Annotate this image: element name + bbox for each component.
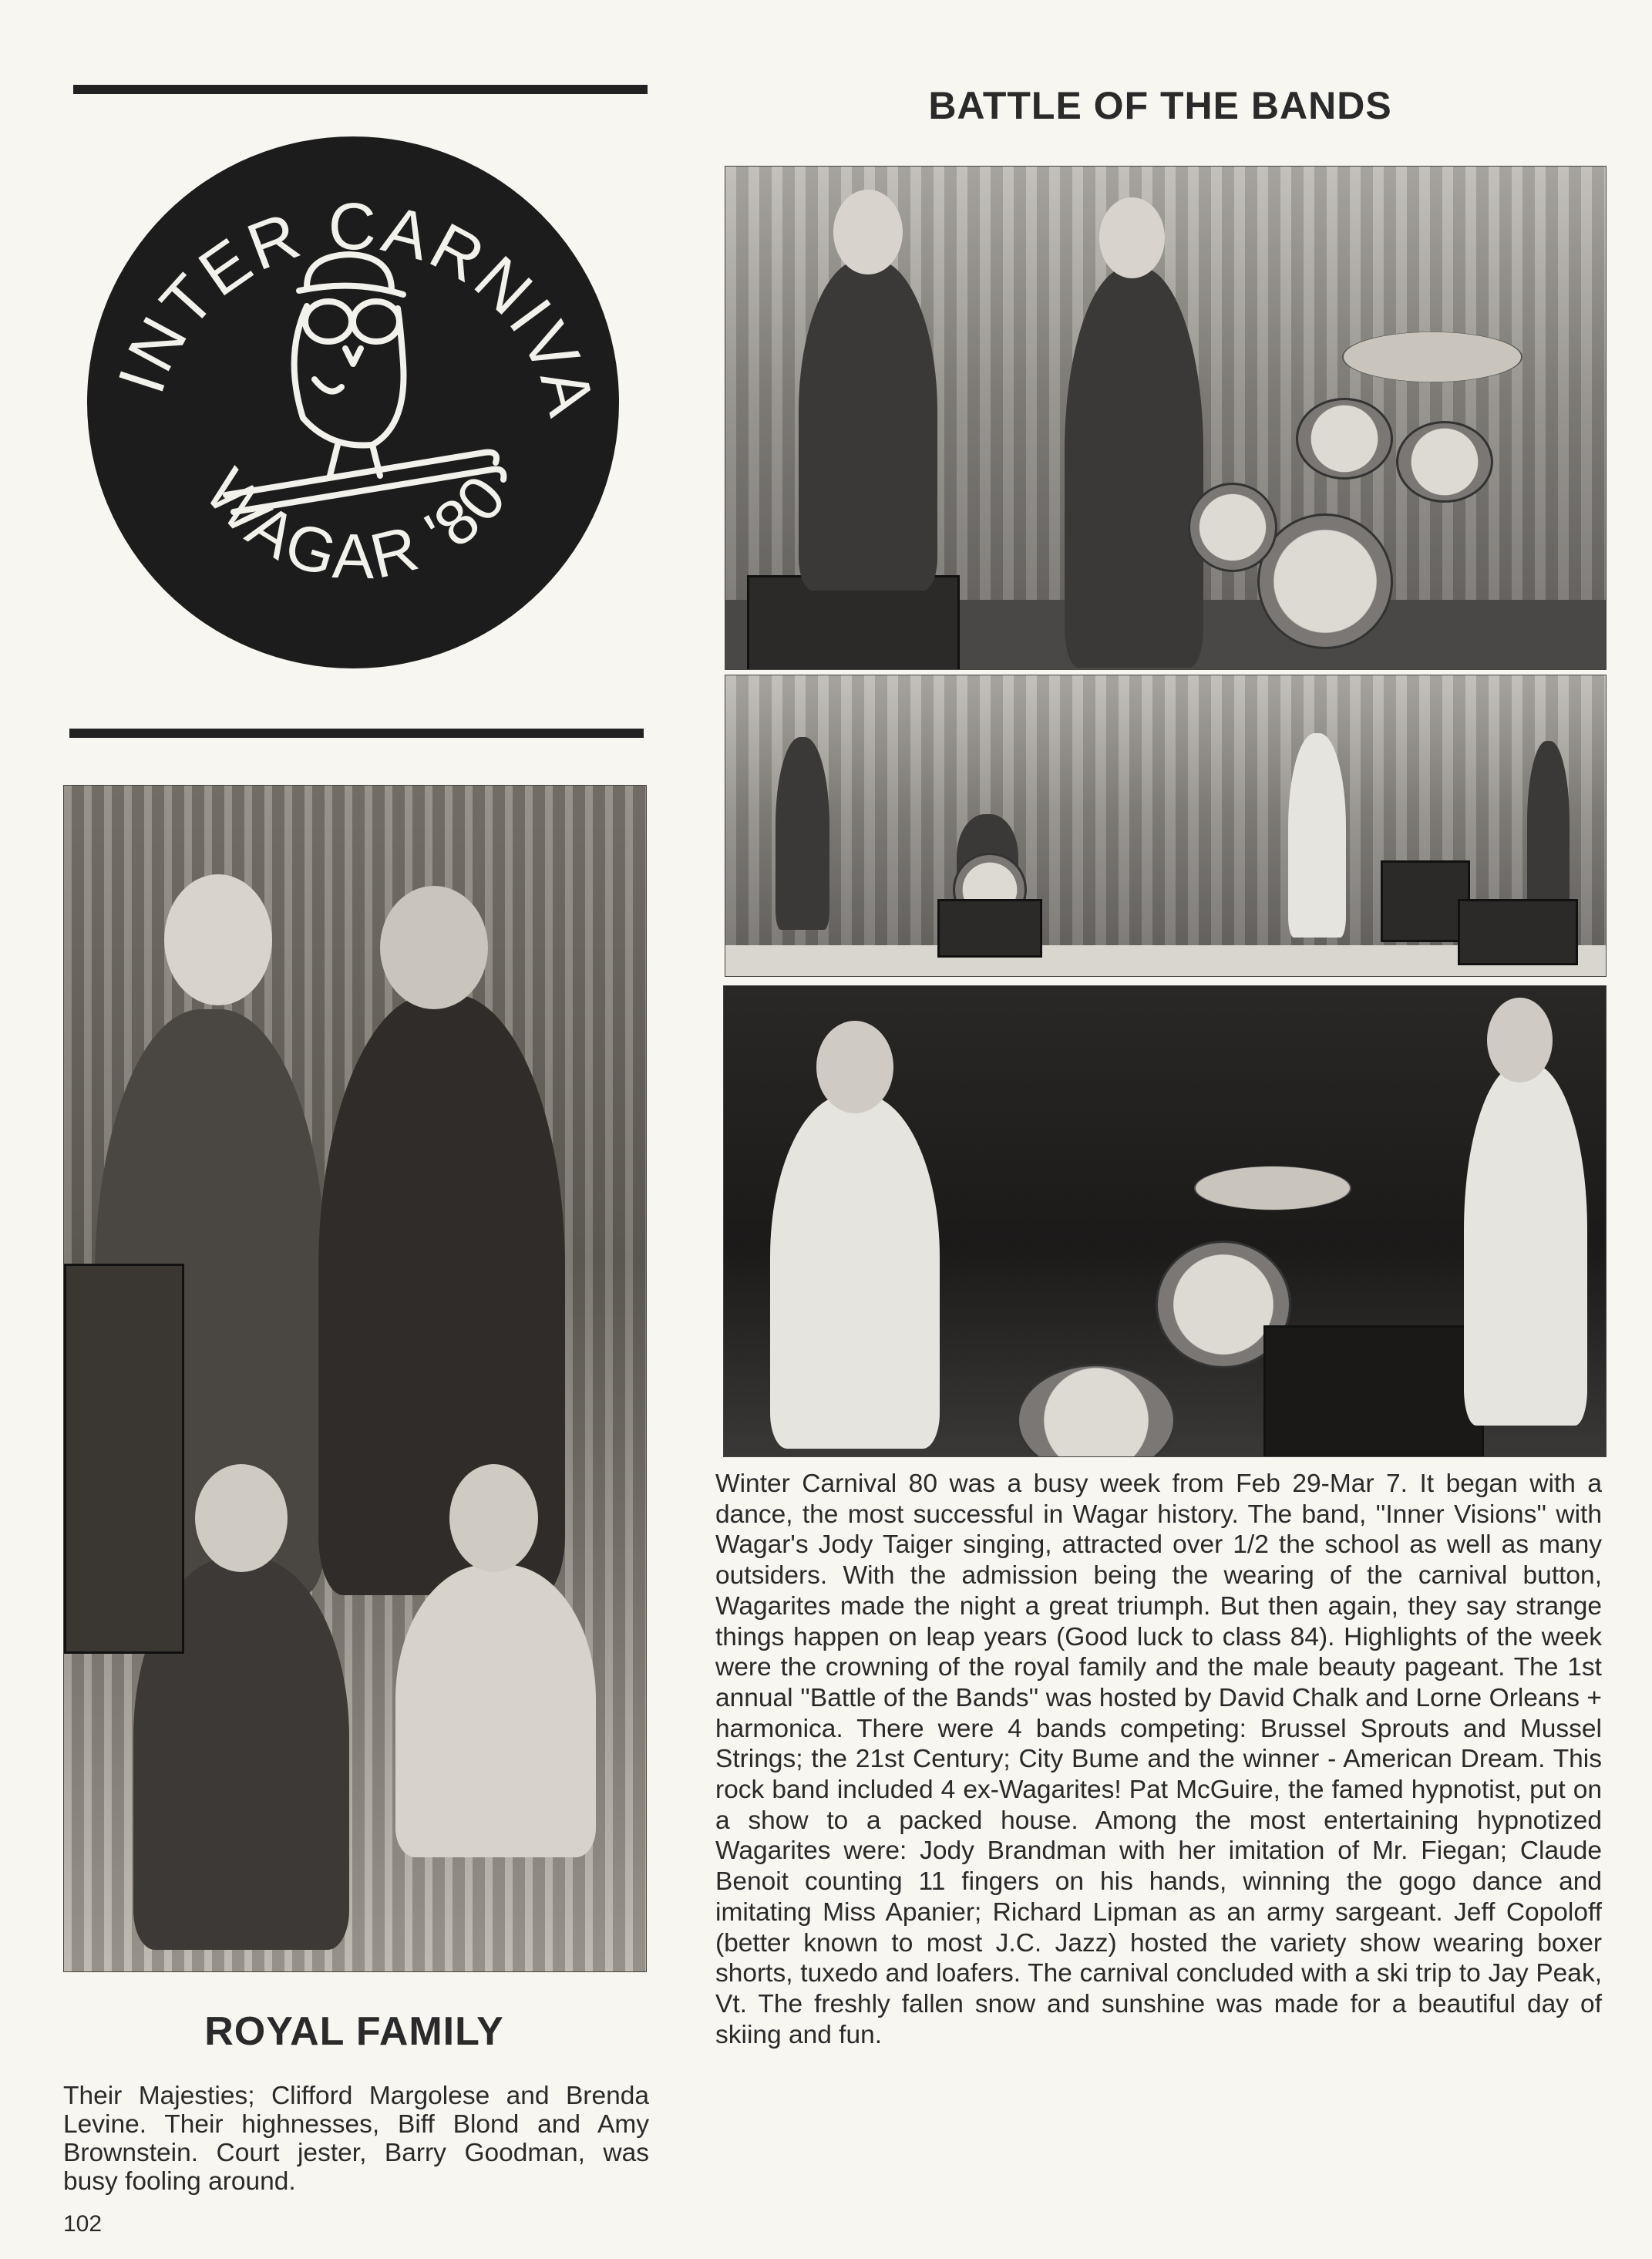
logo-top-text: INTER CARNIVA: [103, 190, 610, 426]
bass-drum: [1017, 1364, 1176, 1457]
floor-tom: [1188, 483, 1277, 572]
tom-drum: [1396, 421, 1493, 503]
band-photo-1: [725, 166, 1607, 670]
battle-heading: BATTLE OF THE BANDS: [928, 84, 1392, 127]
radiator: [64, 1264, 184, 1654]
battle-caption: Winter Carnival 80 was a busy week from Feb 29-Mar 7. It began with a dance, the most successful in Wagar history. The band, ''Inner Visions'' with Wagar's Jody Taiger singing, attracted over 1/2 the school as well as many outsiders. With the admission being the wearing of the carnival button, Wagarites made the night a great triumph. But then again, they say strange things happen on leap years (Good luck to class 84). Highlights of the week were the crowning of the royal family and the male beauty pageant. The 1st annual ''Battle of the Bands'' was hosted by David Chalk and Lorne Orleans + harmonica. There were 4 bands competing: Brussel Sprouts and Mussel Strings; the 21st Century; City Bume and the winner - American Dream. This rock band included 4 ex-Wagarites! Pat McGuire, the famed hypnotist, put on a show to a packed house. Among the most entertaining hypnotized Wagarites were: Jody Brandman with her imitation of Mr. Fiegan; Claude Benoit counting 11 fingers on his hands, winning the gogo dance and imitating Miss Apanier; Richard Lipman as an army sargeant. Jeff Copoloff (better known to most J.C. Jazz) hosted the variety show wearing boxer shorts, tuxedo and loafers. The carnival concluded with a ski trip to Jay Peak, Vt. The freshly fallen snow and sunshine was made for a beautiful day of skiing and fun.: [715, 1470, 1602, 2049]
bass-drum: [1257, 513, 1393, 649]
guitarist-figure: [799, 259, 937, 591]
logo-bottom-text: WAGAR '80: [191, 456, 522, 593]
bassist-figure: [1065, 267, 1203, 668]
royal-caption: Their Majesties; Clifford Margolese and Brenda Levine. Their highnesses, Biff Blond and Amy Brownstein. Court jester, Barry Goodman, was busy fooling around.: [63, 2082, 649, 2196]
tom-drum: [1296, 398, 1393, 480]
prince-head: [195, 1464, 288, 1572]
guitarist-head: [833, 190, 903, 274]
princess-figure: [395, 1564, 596, 1857]
guitarist-figure: [1288, 733, 1346, 938]
royal-heading: ROYAL FAMILY: [204, 2009, 504, 2054]
king-head: [164, 874, 272, 1005]
princess-head: [449, 1464, 538, 1572]
band-photo-2: [725, 675, 1607, 977]
amplifier: [1263, 1325, 1484, 1457]
page-number: 102: [63, 2211, 103, 2237]
guitarist-figure: [770, 1094, 940, 1449]
guitarist-figure: [776, 737, 829, 930]
bassist-head: [1099, 197, 1165, 278]
top-rule: [73, 85, 648, 94]
amplifier: [1381, 860, 1470, 942]
bassist-figure: [1464, 1063, 1587, 1426]
winter-carnival-logo: [83, 133, 623, 672]
royal-rule: [69, 729, 644, 738]
amplifier: [937, 899, 1042, 958]
bassist-head: [1487, 998, 1553, 1082]
cymbal: [1342, 332, 1522, 382]
guitarist-head: [816, 1021, 893, 1113]
logo-badge-graphic: [83, 133, 623, 672]
royal-family-photo: [63, 785, 647, 1972]
cymbal: [1194, 1166, 1351, 1210]
amplifier: [1458, 899, 1578, 965]
band-photo-3: [723, 985, 1607, 1457]
queen-head: [380, 886, 488, 1009]
bassist-figure: [1527, 741, 1570, 918]
